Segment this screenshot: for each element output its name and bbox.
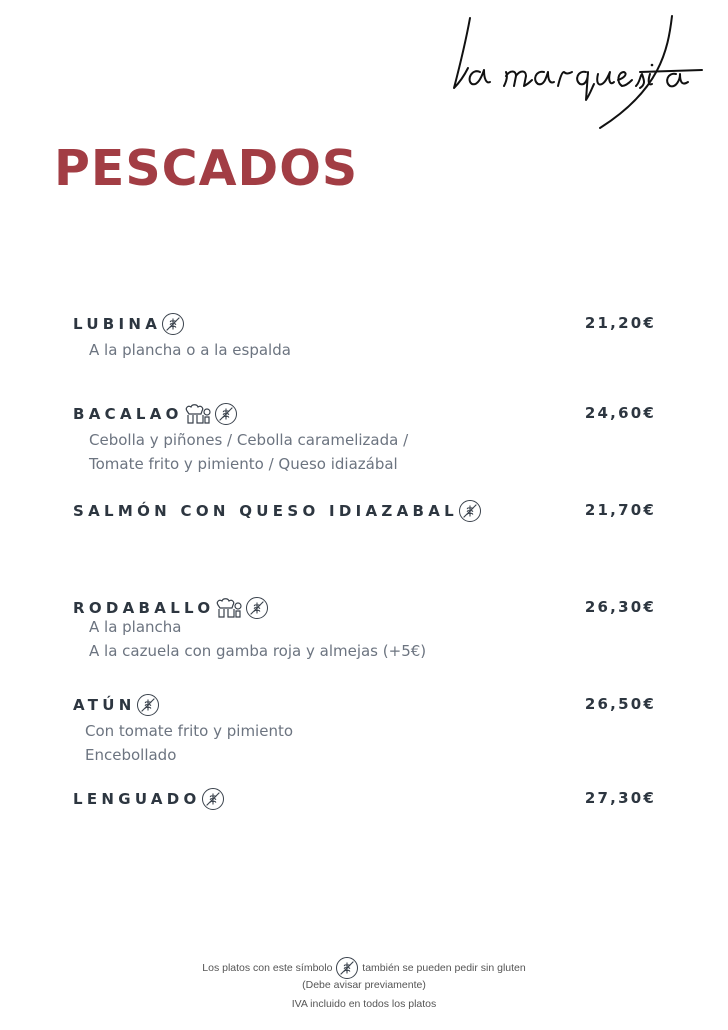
dish-description-line: A la plancha bbox=[89, 618, 182, 636]
dish-item-rodaballo bbox=[73, 595, 658, 663]
gluten-free-icon bbox=[336, 957, 358, 979]
dish-item-lubina bbox=[73, 311, 658, 362]
gluten-free-icon bbox=[215, 403, 237, 425]
gluten-note-after: también se pueden pedir sin gluten bbox=[362, 961, 526, 974]
dish-description-line: A la cazuela con gamba roja y almejas (+5€) bbox=[89, 642, 427, 660]
dish-price: 27,30€ bbox=[584, 789, 656, 807]
section-title: PESCADOS bbox=[54, 140, 359, 197]
dish-item-salmon bbox=[73, 498, 658, 524]
dish-price: 21,70€ bbox=[584, 501, 656, 519]
chef-icon bbox=[184, 402, 212, 426]
gluten-note-warning: (Debe avisar previamente) bbox=[302, 979, 426, 991]
dish-name: SALMÓN CON QUESO IDIAZABAL bbox=[73, 502, 459, 520]
dish-description-line: Con tomate frito y pimiento bbox=[85, 722, 294, 740]
dish-description-line: Encebollado bbox=[85, 746, 177, 764]
gluten-free-icon bbox=[202, 788, 224, 810]
dish-description-line: A la plancha o a la espalda bbox=[89, 341, 291, 359]
dish-description-line: Tomate frito y pimiento / Queso idiazábal bbox=[89, 455, 398, 473]
gluten-free-icon bbox=[459, 500, 481, 522]
dish-price: 24,60€ bbox=[584, 404, 656, 422]
dish-description-line: Cebolla y piñones / Cebolla caramelizada / bbox=[89, 431, 409, 449]
dish-item-bacalao bbox=[73, 401, 658, 476]
dish-name: LUBINA bbox=[73, 315, 162, 333]
dish-name: RODABALLO bbox=[73, 599, 215, 617]
dish-price: 26,30€ bbox=[584, 598, 656, 616]
dish-price: 26,50€ bbox=[584, 695, 656, 713]
dish-name: BACALAO bbox=[73, 405, 183, 423]
brand-logo bbox=[440, 10, 710, 130]
dish-item-atun bbox=[73, 692, 658, 767]
gluten-free-icon bbox=[137, 694, 159, 716]
dish-item-lenguado bbox=[73, 786, 658, 812]
gluten-note-before: Los platos con este símbolo bbox=[202, 961, 333, 974]
gluten-free-icon bbox=[162, 313, 184, 335]
dish-price: 21,20€ bbox=[584, 314, 656, 332]
gluten-note bbox=[0, 957, 728, 979]
vat-note: IVA incluido en todos los platos bbox=[291, 998, 437, 1010]
dish-name: LENGUADO bbox=[73, 790, 201, 808]
gluten-free-icon bbox=[246, 597, 268, 619]
dish-name: ATÚN bbox=[73, 696, 136, 714]
chef-icon bbox=[215, 596, 243, 620]
